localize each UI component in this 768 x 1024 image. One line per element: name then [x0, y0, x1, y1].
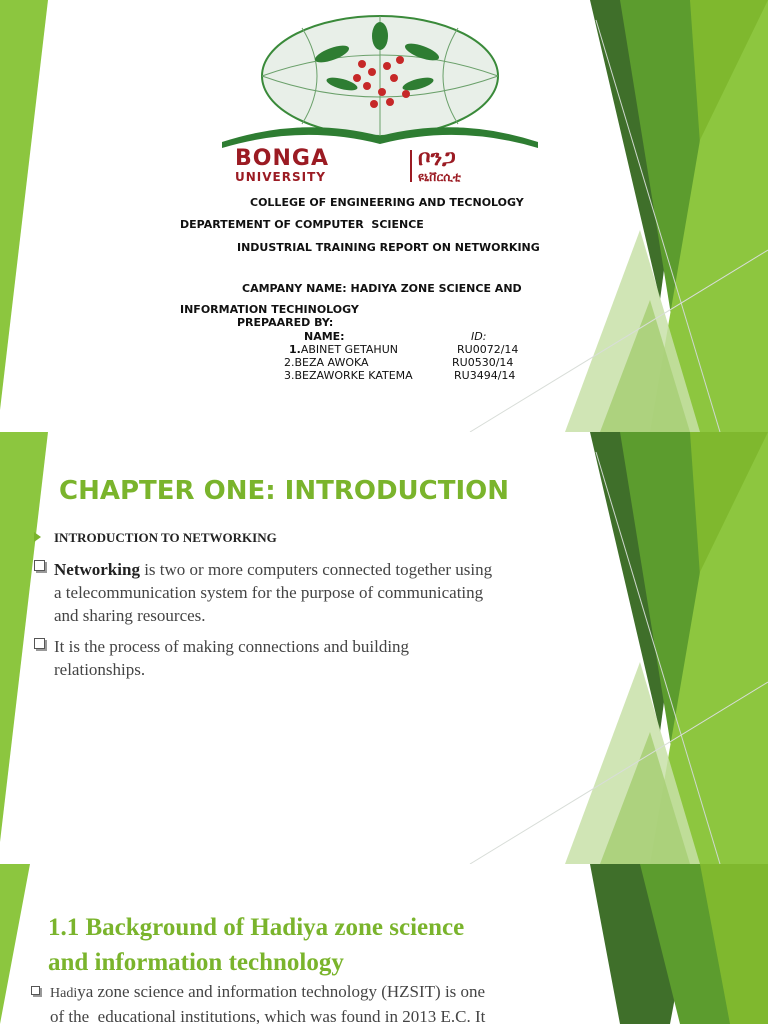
logo-wordmark-english	[235, 148, 329, 184]
square-bullet-icon	[34, 560, 45, 571]
member-number: 1.	[289, 343, 301, 356]
company-line-2: INFORMATION TECHINOLOGY	[180, 303, 359, 316]
logo-sub-am: ዩኒቨርሲቲ	[418, 170, 461, 184]
square-bullet-icon	[31, 986, 40, 995]
logo-wordmark-amharic	[418, 148, 461, 184]
square-bullet-icon	[34, 638, 45, 649]
chapter-title: CHAPTER ONE: INTRODUCTION	[59, 476, 509, 506]
background-paragraph	[50, 980, 485, 1024]
logo-sub-en: UNIVERSITY	[235, 170, 326, 184]
section-title-line-2: and information technology	[48, 949, 344, 976]
prepared-by-label: PREPAARED BY:	[237, 316, 334, 329]
member-name: ABINET GETAHUN	[300, 343, 398, 356]
section-title	[48, 910, 464, 980]
paragraph-line-1: ya zone science and information technology (HZSIT) is one	[77, 982, 486, 1001]
member-row	[284, 369, 413, 382]
member-id: RU0530/14	[452, 356, 514, 369]
introduction-slide	[0, 432, 768, 864]
member-number: 2.	[284, 356, 295, 369]
paragraph-start: Hadi	[50, 986, 78, 1001]
department-name: DEPARTEMENT OF COMPUTER SCIENCE	[180, 218, 424, 231]
member-row	[289, 343, 398, 356]
member-name: BEZA AWOKA	[294, 356, 369, 369]
definition-line-3: and sharing resources.	[54, 606, 206, 625]
section-title-line-1: 1.1 Background of Hadiya zone science	[48, 914, 465, 941]
member-name: BEZAWORKE KATEMA	[294, 369, 413, 382]
definition-line-1: is two or more computers connected together using	[139, 560, 493, 579]
networking-term: Networking	[54, 560, 140, 579]
member-number: 3.	[284, 369, 295, 382]
networking-definition	[54, 558, 492, 627]
background-slide	[0, 864, 768, 1024]
process-line-2: relationships.	[54, 660, 146, 679]
college-name: COLLEGE OF ENGINEERING AND TECNOLOGY	[250, 196, 524, 209]
logo-name-am: ቦንጋ	[418, 146, 456, 171]
university-logo-emblem	[222, 14, 542, 149]
definition-line-2: a telecommunication system for the purpose of communicating	[54, 583, 484, 602]
member-id: RU0072/14	[457, 343, 519, 356]
subheading: INTRODUCTION TO NETWORKING	[54, 530, 277, 545]
logo-name-en: BONGA	[235, 146, 329, 171]
process-definition	[54, 635, 409, 681]
triangle-bullet-icon	[34, 532, 41, 542]
company-line-1: CAMPANY NAME: HADIYA ZONE SCIENCE AND	[242, 282, 522, 295]
member-id: RU3494/14	[454, 369, 516, 382]
title-slide	[0, 0, 768, 432]
paragraph-line-2: of the educational institutions, which was found in 2013 E.C. It	[50, 1007, 486, 1024]
member-row	[284, 356, 369, 369]
report-title: INDUSTRIAL TRAINING REPORT ON NETWORKING	[237, 241, 540, 254]
id-column-header: ID:	[471, 330, 487, 343]
process-line-1: It is the process of making connections and building	[54, 637, 410, 656]
name-column-header: NAME:	[304, 330, 345, 343]
logo-divider	[410, 150, 412, 182]
